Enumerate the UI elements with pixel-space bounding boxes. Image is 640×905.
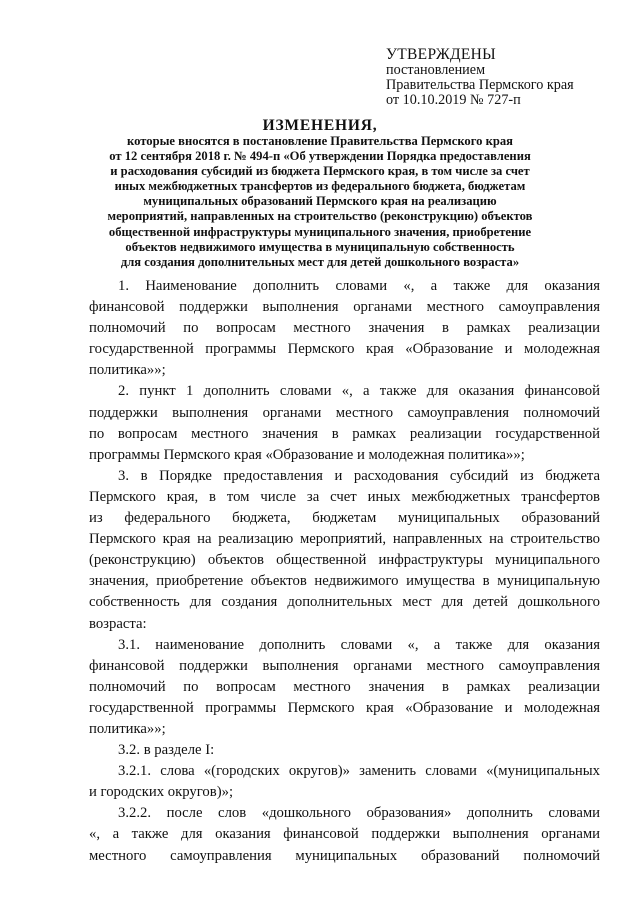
paragraph (89, 381, 600, 465)
paragraph-line: «, а также для оказания финансовой поддержки выполнения органами (89, 826, 600, 843)
paragraph-line: 3. в Порядке предоставления и расходования субсидий из бюджета (118, 467, 600, 484)
paragraph-line: Пермского края, в том числе за счет иных межбюджетных трансфертов (89, 488, 600, 505)
subtitle-line: мероприятий, направленных на строительство (реконструкцию) объектов (107, 209, 533, 224)
paragraph-line: 3.2.1. слова «(городских округов)» заменить словами «(муниципальных (118, 763, 600, 780)
paragraph-line: 1. Наименование дополнить словами «, а также для оказания (118, 278, 600, 294)
paragraph-line: полномочий по вопросам местного значения в рамках реализации (89, 320, 600, 337)
paragraph-line: 3.1. наименование дополнить словами «, а также для оказания (118, 636, 600, 653)
subtitle-line: иных межбюджетных трансфертов из федерального бюджета, бюджетам (114, 179, 526, 194)
paragraph-line: возраста: (89, 615, 147, 632)
subtitle-line: объектов недвижимого имущества в муниципальную собственность (125, 239, 515, 254)
paragraph (89, 466, 600, 635)
approval-date: от 10.10.2019 № 727-п (386, 92, 521, 108)
paragraph-line: 3.2.2. после слов «дошкольного образования» дополнить словами (118, 805, 600, 822)
paragraph-line: 3.2. в разделе I: (118, 742, 215, 759)
approval-line: постановлением (386, 62, 486, 78)
subtitle-line: муниципальных образований Пермского края на реализацию (143, 194, 497, 209)
document-title: ИЗМЕНЕНИЯ, (262, 117, 378, 134)
paragraph-line: государственной программы Пермского края «Образование и молодежная (89, 341, 600, 358)
subtitle-line: и расходования субсидий из бюджета Пермского края, в том числе за счет (110, 164, 530, 179)
subtitle-line: которые вносятся в постановление Правительства Пермского края (127, 134, 513, 148)
paragraph-line: полномочий по вопросам местного значения в рамках реализации (89, 678, 600, 695)
paragraph-line: (реконструкцию) объектов общественной инфраструктуры муниципального (89, 552, 600, 569)
paragraph-line: политика»»; (89, 362, 166, 379)
paragraph (89, 803, 600, 866)
paragraph (89, 761, 600, 803)
paragraph-line: государственной программы Пермского края «Образование и молодежная (89, 699, 600, 716)
approval-line: Правительства Пермского края (386, 77, 574, 93)
subtitle-line: от 12 сентября 2018 г. № 494-п «Об утверждении Порядка предоставления (109, 149, 531, 164)
approval-stamp (386, 47, 626, 108)
paragraph-line: 2. пункт 1 дополнить словами «, а также для оказания финансовой (118, 383, 600, 400)
paragraph-line: Пермского края на реализацию мероприятий, направленных на строительство (89, 531, 600, 548)
paragraph-line: программы Пермского края «Образование и молодежная политика»»; (89, 446, 525, 463)
paragraph-line: по вопросам местного значения в рамках реализации государственной (89, 425, 600, 442)
paragraph (89, 740, 600, 761)
paragraph-line: собственность для создания дополнительных мест для детей дошкольного (89, 594, 600, 611)
paragraph-line: финансовой поддержки выполнения органами местного самоуправления (89, 657, 600, 674)
subtitle-line: общественной инфраструктуры муниципального значения, приобретение (108, 224, 532, 239)
document-subtitle (60, 134, 580, 270)
paragraph (89, 635, 600, 740)
paragraph (89, 276, 600, 381)
subtitle-line: для создания дополнительных мест для детей дошкольного возраста» (120, 254, 520, 269)
paragraph-line: и городских округов)»; (89, 784, 234, 801)
paragraph-line: политика»»; (89, 720, 166, 737)
paragraph-line: значения, приобретение объектов недвижимого имущества в муниципальную (89, 573, 600, 590)
document-body (89, 276, 600, 867)
paragraph-line: из федерального бюджета, бюджетам муниципальных образований (89, 510, 600, 527)
approval-heading: УТВЕРЖДЕНЫ (386, 46, 496, 63)
paragraph-line: поддержки выполнения органами местного самоуправления полномочий (89, 404, 600, 421)
paragraph-line: местного самоуправления муниципальных образований полномочий (89, 847, 600, 864)
paragraph-line: финансовой поддержки выполнения органами местного самоуправления (89, 299, 600, 316)
